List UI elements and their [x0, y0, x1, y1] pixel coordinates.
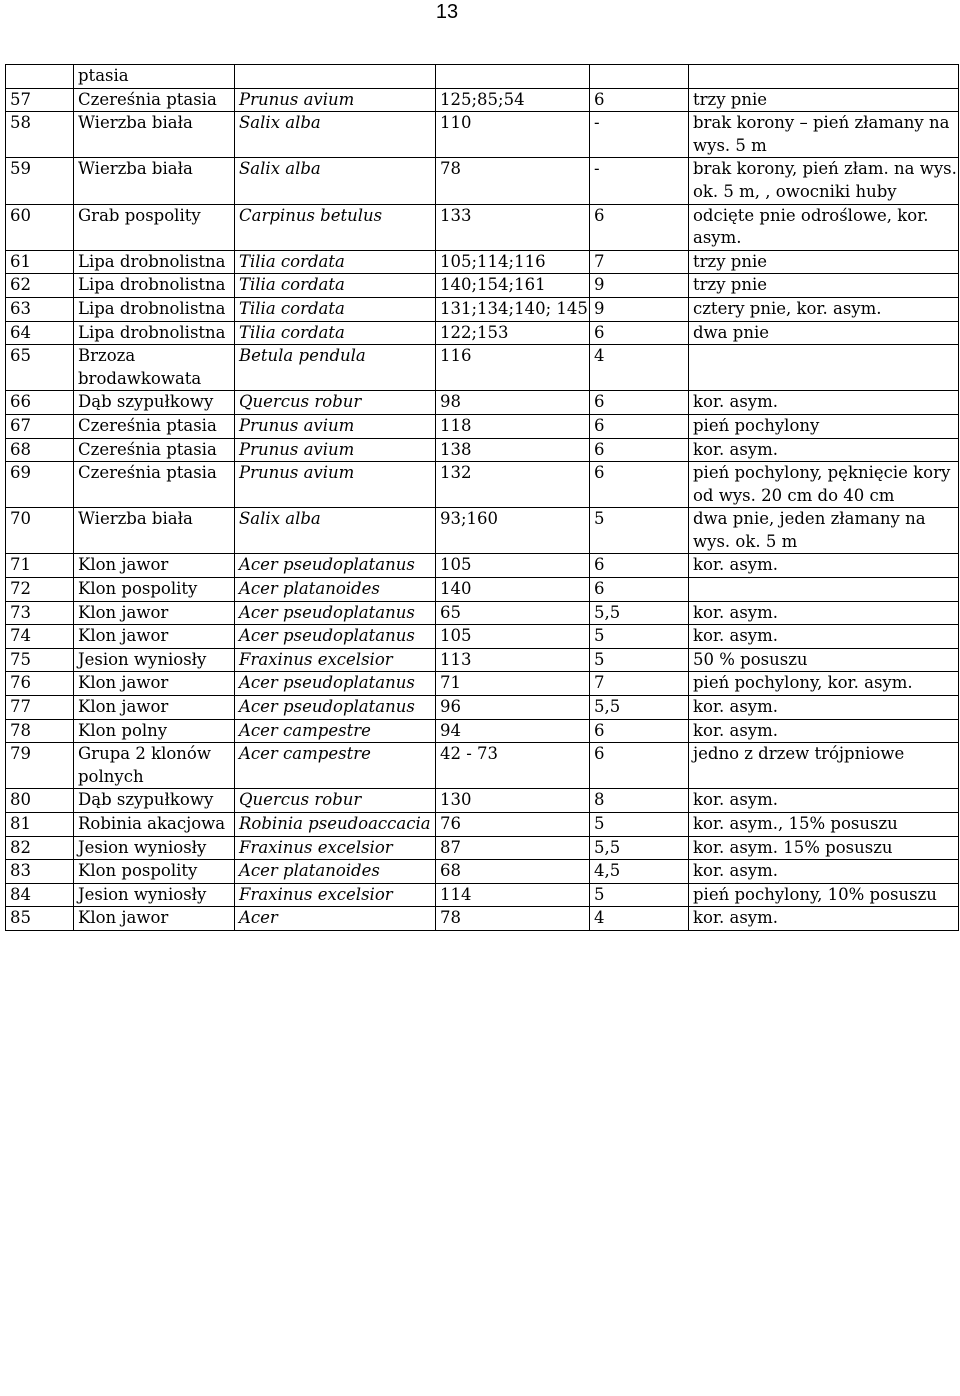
circumference-cell: 98	[436, 391, 590, 415]
circumference-cell: 71	[436, 672, 590, 696]
height-cell: 5	[590, 625, 689, 649]
table-row	[6, 321, 959, 345]
height-cell: 5,5	[590, 696, 689, 720]
circumference-cell: 110	[436, 112, 590, 158]
height-cell: 6	[590, 391, 689, 415]
remarks-cell: pień pochylony, pęknięcie kory od wys. 20 cm do 40 cm	[689, 462, 959, 508]
height-cell: 4	[590, 345, 689, 391]
latin-name-cell: Fraxinus excelsior	[235, 648, 436, 672]
polish-name-cell: Wierzba biała	[74, 112, 235, 158]
latin-name-cell: Robinia pseudoaccacia	[235, 813, 436, 837]
table-row	[6, 438, 959, 462]
height-cell: 6	[590, 719, 689, 743]
circumference-cell: 138	[436, 438, 590, 462]
polish-name-cell: Wierzba biała	[74, 158, 235, 204]
tree-number-cell: 79	[6, 743, 74, 789]
remarks-cell: kor. asym.	[689, 438, 959, 462]
table-row	[6, 250, 959, 274]
remarks-cell: trzy pnie	[689, 250, 959, 274]
height-cell: 6	[590, 438, 689, 462]
height-cell: 4	[590, 907, 689, 931]
table-row	[6, 578, 959, 602]
latin-name-cell: Quercus robur	[235, 789, 436, 813]
tree-number-cell: 75	[6, 648, 74, 672]
circumference-cell: 140;154;161	[436, 274, 590, 298]
remarks-cell: kor. asym.	[689, 860, 959, 884]
height-cell: 6	[590, 743, 689, 789]
tree-number-cell: 58	[6, 112, 74, 158]
tree-number-cell: 83	[6, 860, 74, 884]
tree-number-cell: 74	[6, 625, 74, 649]
table-row	[6, 462, 959, 508]
latin-name-cell: Tilia cordata	[235, 274, 436, 298]
remarks-cell	[689, 65, 959, 89]
remarks-cell: kor. asym.	[689, 907, 959, 931]
height-cell: 6	[590, 88, 689, 112]
circumference-cell: 133	[436, 204, 590, 250]
tree-number-cell: 76	[6, 672, 74, 696]
table-row	[6, 883, 959, 907]
polish-name-cell: Wierzba biała	[74, 508, 235, 554]
tree-number-cell: 67	[6, 414, 74, 438]
latin-name-cell: Salix alba	[235, 112, 436, 158]
circumference-cell: 105	[436, 554, 590, 578]
polish-name-cell: Lipa drobnolistna	[74, 274, 235, 298]
tree-number-cell: 84	[6, 883, 74, 907]
height-cell: 9	[590, 297, 689, 321]
height-cell: -	[590, 158, 689, 204]
height-cell: 5,5	[590, 601, 689, 625]
latin-name-cell: Acer pseudoplatanus	[235, 625, 436, 649]
latin-name-cell: Acer campestre	[235, 743, 436, 789]
circumference-cell: 118	[436, 414, 590, 438]
latin-name-cell: Quercus robur	[235, 391, 436, 415]
polish-name-cell: Klon jawor	[74, 601, 235, 625]
table-row	[6, 88, 959, 112]
table-row	[6, 696, 959, 720]
polish-name-cell: Jesion wyniosły	[74, 648, 235, 672]
tree-number-cell: 81	[6, 813, 74, 837]
polish-name-cell: Lipa drobnolistna	[74, 321, 235, 345]
tree-number-cell: 72	[6, 578, 74, 602]
table-row	[6, 204, 959, 250]
height-cell: 6	[590, 414, 689, 438]
circumference-cell: 78	[436, 907, 590, 931]
latin-name-cell: Acer campestre	[235, 719, 436, 743]
page-number: 13	[435, 1, 459, 23]
latin-name-cell: Fraxinus excelsior	[235, 883, 436, 907]
remarks-cell: dwa pnie	[689, 321, 959, 345]
circumference-cell	[436, 65, 590, 89]
table-row	[6, 508, 959, 554]
height-cell: 5	[590, 883, 689, 907]
latin-name-cell: Acer platanoides	[235, 860, 436, 884]
remarks-cell: dwa pnie, jeden złamany na wys. ok. 5 m	[689, 508, 959, 554]
polish-name-cell: Brzoza brodawkowata	[74, 345, 235, 391]
remarks-cell	[689, 578, 959, 602]
table-row	[6, 274, 959, 298]
remarks-cell: pień pochylony, 10% posuszu	[689, 883, 959, 907]
tree-number-cell: 85	[6, 907, 74, 931]
height-cell: 5,5	[590, 836, 689, 860]
polish-name-cell: Grupa 2 klonów polnych	[74, 743, 235, 789]
height-cell: 7	[590, 672, 689, 696]
latin-name-cell: Acer pseudoplatanus	[235, 696, 436, 720]
table-row	[6, 414, 959, 438]
circumference-cell: 68	[436, 860, 590, 884]
height-cell: 9	[590, 274, 689, 298]
remarks-cell: trzy pnie	[689, 88, 959, 112]
height-cell: -	[590, 112, 689, 158]
table-row	[6, 672, 959, 696]
latin-name-cell: Acer pseudoplatanus	[235, 554, 436, 578]
table-row	[6, 743, 959, 789]
polish-name-cell: Klon pospolity	[74, 578, 235, 602]
table-row	[6, 813, 959, 837]
latin-name-cell: Tilia cordata	[235, 250, 436, 274]
circumference-cell: 132	[436, 462, 590, 508]
remarks-cell: kor. asym.	[689, 625, 959, 649]
polish-name-cell: Klon jawor	[74, 625, 235, 649]
latin-name-cell: Fraxinus excelsior	[235, 836, 436, 860]
remarks-cell	[689, 345, 959, 391]
circumference-cell: 42 - 73	[436, 743, 590, 789]
table-row	[6, 112, 959, 158]
circumference-cell: 65	[436, 601, 590, 625]
circumference-cell: 105	[436, 625, 590, 649]
circumference-cell: 122;153	[436, 321, 590, 345]
tree-number-cell: 57	[6, 88, 74, 112]
remarks-cell: pień pochylony	[689, 414, 959, 438]
tree-number-cell: 77	[6, 696, 74, 720]
remarks-cell: kor. asym.	[689, 696, 959, 720]
table-row	[6, 158, 959, 204]
latin-name-cell: Salix alba	[235, 158, 436, 204]
remarks-cell: kor. asym.	[689, 554, 959, 578]
tree-number-cell: 78	[6, 719, 74, 743]
latin-name-cell: Tilia cordata	[235, 297, 436, 321]
polish-name-cell: Czereśnia ptasia	[74, 438, 235, 462]
latin-name-cell: Salix alba	[235, 508, 436, 554]
latin-name-cell: Acer	[235, 907, 436, 931]
remarks-cell: kor. asym., 15% posuszu	[689, 813, 959, 837]
tree-number-cell: 65	[6, 345, 74, 391]
polish-name-cell: Klon jawor	[74, 907, 235, 931]
latin-name-cell: Prunus avium	[235, 88, 436, 112]
circumference-cell: 140	[436, 578, 590, 602]
remarks-cell: kor. asym.	[689, 719, 959, 743]
latin-name-cell	[235, 65, 436, 89]
remarks-cell: kor. asym.	[689, 789, 959, 813]
table-row	[6, 345, 959, 391]
table-row	[6, 860, 959, 884]
table-row	[6, 789, 959, 813]
table-row	[6, 554, 959, 578]
circumference-cell: 94	[436, 719, 590, 743]
tree-number-cell: 82	[6, 836, 74, 860]
height-cell: 5	[590, 813, 689, 837]
polish-name-cell: Lipa drobnolistna	[74, 250, 235, 274]
latin-name-cell: Acer pseudoplatanus	[235, 672, 436, 696]
polish-name-cell: Klon jawor	[74, 672, 235, 696]
tree-number-cell	[6, 65, 74, 89]
tree-number-cell: 70	[6, 508, 74, 554]
table-row	[6, 719, 959, 743]
circumference-cell: 105;114;116	[436, 250, 590, 274]
remarks-cell: brak korony – pień złamany na wys. 5 m	[689, 112, 959, 158]
circumference-cell: 87	[436, 836, 590, 860]
circumference-cell: 93;160	[436, 508, 590, 554]
tree-number-cell: 71	[6, 554, 74, 578]
table-row	[6, 65, 959, 89]
latin-name-cell: Carpinus betulus	[235, 204, 436, 250]
polish-name-cell: Lipa drobnolistna	[74, 297, 235, 321]
polish-name-cell: Klon pospolity	[74, 860, 235, 884]
tree-number-cell: 64	[6, 321, 74, 345]
remarks-cell: jedno z drzew trójpniowe	[689, 743, 959, 789]
polish-name-cell: Klon jawor	[74, 554, 235, 578]
remarks-cell: cztery pnie, kor. asym.	[689, 297, 959, 321]
polish-name-cell: Klon jawor	[74, 696, 235, 720]
table-row	[6, 297, 959, 321]
tree-number-cell: 68	[6, 438, 74, 462]
circumference-cell: 130	[436, 789, 590, 813]
circumference-cell: 78	[436, 158, 590, 204]
circumference-cell: 96	[436, 696, 590, 720]
polish-name-cell: Czereśnia ptasia	[74, 88, 235, 112]
remarks-cell: trzy pnie	[689, 274, 959, 298]
circumference-cell: 76	[436, 813, 590, 837]
tree-number-cell: 73	[6, 601, 74, 625]
latin-name-cell: Tilia cordata	[235, 321, 436, 345]
tree-inventory-body	[6, 65, 959, 931]
height-cell: 7	[590, 250, 689, 274]
height-cell: 5	[590, 648, 689, 672]
table-row	[6, 601, 959, 625]
remarks-cell: kor. asym.	[689, 601, 959, 625]
tree-number-cell: 63	[6, 297, 74, 321]
circumference-cell: 116	[436, 345, 590, 391]
polish-name-cell: Dąb szypułkowy	[74, 391, 235, 415]
polish-name-cell: Dąb szypułkowy	[74, 789, 235, 813]
height-cell: 6	[590, 321, 689, 345]
remarks-cell: brak korony, pień złam. na wys. ok. 5 m, , owocniki huby	[689, 158, 959, 204]
height-cell: 8	[590, 789, 689, 813]
polish-name-cell: Jesion wyniosły	[74, 836, 235, 860]
tree-number-cell: 59	[6, 158, 74, 204]
polish-name-cell: Klon polny	[74, 719, 235, 743]
tree-number-cell: 69	[6, 462, 74, 508]
height-cell: 4,5	[590, 860, 689, 884]
tree-inventory-table	[5, 64, 959, 931]
height-cell: 6	[590, 554, 689, 578]
remarks-cell: kor. asym. 15% posuszu	[689, 836, 959, 860]
latin-name-cell: Prunus avium	[235, 414, 436, 438]
table-row	[6, 648, 959, 672]
remarks-cell: 50 % posuszu	[689, 648, 959, 672]
polish-name-cell: Grab pospolity	[74, 204, 235, 250]
latin-name-cell: Betula pendula	[235, 345, 436, 391]
height-cell: 6	[590, 462, 689, 508]
polish-name-cell: Czereśnia ptasia	[74, 462, 235, 508]
circumference-cell: 125;85;54	[436, 88, 590, 112]
height-cell: 6	[590, 578, 689, 602]
height-cell	[590, 65, 689, 89]
height-cell: 5	[590, 508, 689, 554]
tree-number-cell: 60	[6, 204, 74, 250]
polish-name-cell: Jesion wyniosły	[74, 883, 235, 907]
tree-number-cell: 66	[6, 391, 74, 415]
table-row	[6, 391, 959, 415]
table-row	[6, 625, 959, 649]
polish-name-cell: Robinia akacjowa	[74, 813, 235, 837]
table-row	[6, 836, 959, 860]
circumference-cell: 114	[436, 883, 590, 907]
tree-number-cell: 80	[6, 789, 74, 813]
table-row	[6, 907, 959, 931]
latin-name-cell: Acer platanoides	[235, 578, 436, 602]
circumference-cell: 131;134;140; 145	[436, 297, 590, 321]
polish-name-cell: ptasia	[74, 65, 235, 89]
tree-number-cell: 62	[6, 274, 74, 298]
height-cell: 6	[590, 204, 689, 250]
latin-name-cell: Acer pseudoplatanus	[235, 601, 436, 625]
circumference-cell: 113	[436, 648, 590, 672]
remarks-cell: kor. asym.	[689, 391, 959, 415]
tree-number-cell: 61	[6, 250, 74, 274]
remarks-cell: odcięte pnie odroślowe, kor. asym.	[689, 204, 959, 250]
polish-name-cell: Czereśnia ptasia	[74, 414, 235, 438]
latin-name-cell: Prunus avium	[235, 438, 436, 462]
latin-name-cell: Prunus avium	[235, 462, 436, 508]
remarks-cell: pień pochylony, kor. asym.	[689, 672, 959, 696]
